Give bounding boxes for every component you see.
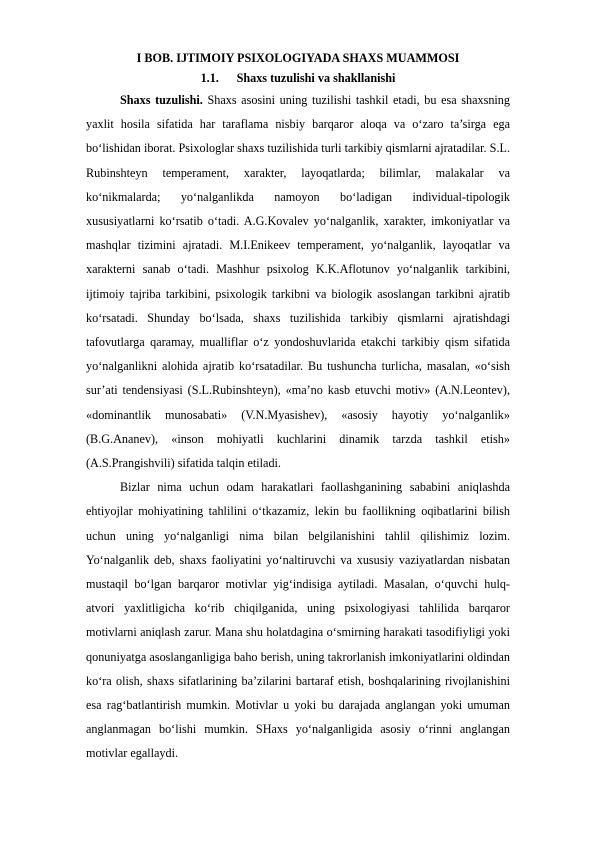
paragraph-lead: Shaxs tuzulishi. (120, 93, 203, 107)
paragraph-motivlar (86, 475, 510, 765)
document-page (86, 49, 510, 766)
paragraph-text: Bizlar nima uchun odam harakatlari faollashganining sababini aniqlashda ehtiyojlar mohiyatining tahlilini o‘tkazamiz, lekin bu faollikning oqibatlarini bilish uchun uning yo‘nalganligi nima bilan belgilanishini tahlil qilishimiz lozim. Yo‘nalganlik deb, shaxs faoliyatini yo‘naltiruvchi va xususiy vaziyatlardan nisbatan mustaqil bo‘lgan barqaror motivlar yig‘indisiga aytiladi. Masalan, o‘quvchi hulq-atvori yaxlitligicha ko‘rib chiqilganida, uning psixologiyasi tahlilida barqaror motivlarni aniqlash zarur. Mana shu holatdagina o‘smirning harakati tasodifiyligi yoki qonuniyatga asoslanganligiga baho berish, uning takrorlanish imkoniyatlarini oldindan ko‘ra olish, shaxs sifatlarining ba’zilarini bartaraf etish, boshqalarining rivojlanishini esa rag‘batlantirish mumkin. Motivlar u yoki bu darajada anglangan yoki umuman anglanmagan bo‘lishi mumkin. SHaxs yo‘nalganligida asosiy o‘rinni anglangan motivlar egallaydi. (86, 480, 510, 761)
chapter-title: I BOB. IJTIMOIY PSIXOLOGIYADA SHAXS MUAMMOSI (136, 51, 460, 65)
section-number: 1.1. (200, 71, 219, 85)
section-heading (86, 68, 510, 88)
paragraph-shaxs-tuzulishi (86, 88, 510, 475)
section-title: Shaxs tuzulishi va shakllanishi (236, 71, 396, 85)
paragraph-text: Shaxs asosini uning tuzilishi tashkil etadi, bu esa shaxsning yaxlit hosila sifatida har taraflama nisbiy barqaror aloqa va o‘zaro ta’sirga ega bo‘lishidan iborat. Psixologlar shaxs tuzilishida turli tarkibiy qismlarni ajratadilar. S.L. Rubinshteyn temperament, xarakter, layoqatlarda; bilimlar, malakalar va ko‘nikmalarda; yo‘nalganlikda namoyon bo‘ladigan individual-tipologik xususiyatlarni ko‘rsatib o‘tadi. A.G.Kovalev yo‘nalganlik, xarakter, imkoniyatlar va mashqlar tizimini ajratadi. M.I.Enikeev temperament, yo‘nalganlik, layoqatlar va xarakterni sanab o‘tadi. Mashhur psixolog K.K.Aflotunov yo‘nalganlik tarkibini, ijtimoiy tajriba tarkibini, psixologik tarkibni va biologik asoslangan tarkibni ajratib ko‘rsatadi. Shunday bo‘lsada, shaxs tuzilishida tarkibiy qismlarni ajratishdagi tafovutlarga qaramay, mualliflar o‘z yondoshuvlarida etakchi tarkibiy qism sifatida yo‘nalganlikni alohida ajratib ko‘rsatadilar. Bu tushuncha turlicha, masalan, «o‘sish sur’ati tendensiyasi (S.L.Rubinshteyn), «ma’no kasb etuvchi motiv» (A.N.Leontev), «dominantlik munosabati» (V.N.Myasishev), «asosiy hayotiy yo‘nalganlik» (B.G.Ananev), «inson mohiyatli kuchlarini dinamik tarzda tashkil etish» (A.S.Prangishvili) sifatida talqin etiladi. (86, 93, 510, 471)
